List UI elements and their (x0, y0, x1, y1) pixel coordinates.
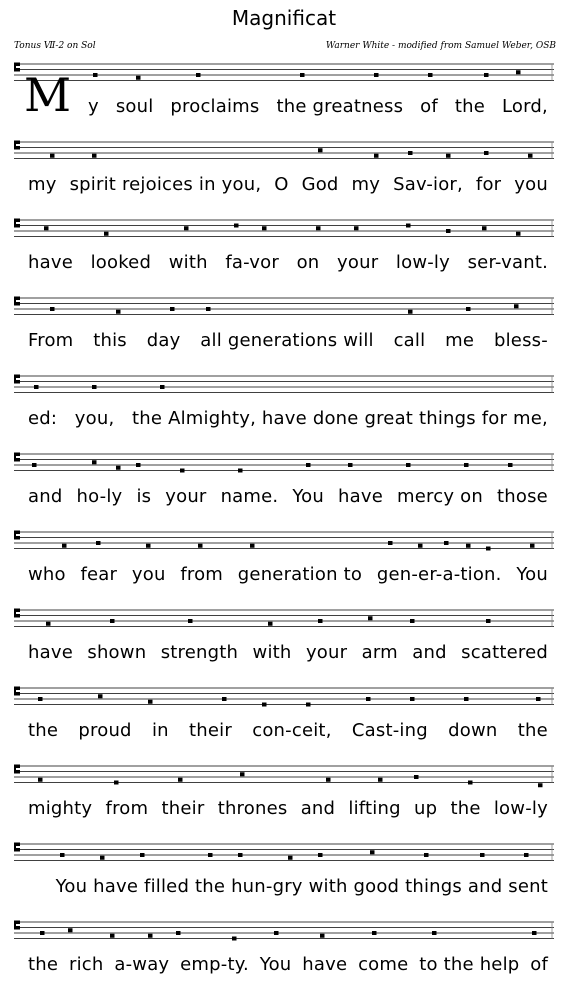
lyric-word: the greatness (276, 96, 404, 117)
chant-note (114, 781, 119, 785)
chant-note (524, 853, 529, 857)
chant-note (140, 853, 145, 857)
drop-cap-initial: M (24, 68, 72, 122)
lyric-word: you (514, 174, 548, 195)
chant-system (0, 526, 568, 586)
lyric-word: From (28, 330, 74, 351)
lyric-word: the (517, 720, 548, 741)
chant-note (444, 541, 449, 545)
do-clef-icon (14, 921, 20, 930)
chant-note (482, 226, 487, 230)
lyric-word: have (28, 252, 73, 273)
chant-note (268, 622, 273, 626)
lyric-word: emp-ty. (180, 954, 249, 975)
lyric-word: day (146, 330, 181, 351)
chant-note (318, 853, 323, 857)
lyric-word: generation to (237, 564, 363, 585)
chant-note (46, 622, 51, 626)
staff (14, 760, 554, 796)
chant-note (208, 853, 213, 857)
lyric-word: fa-vor (225, 252, 279, 273)
lyric-word: those (496, 486, 548, 507)
lyric-word: and (300, 798, 336, 819)
lyric-word: low-ly (493, 798, 548, 819)
chant-note (480, 853, 485, 857)
lyric-word: scattered (461, 642, 548, 663)
chant-note (198, 544, 203, 548)
lyric-word: spirit rejoices in you, (69, 174, 262, 195)
chant-note (316, 226, 321, 230)
lyric-word: Cast-ing (351, 720, 428, 741)
lyric-line (0, 876, 568, 900)
do-clef-icon (14, 687, 20, 696)
chant-note (50, 307, 55, 311)
chant-note (240, 772, 245, 776)
lyric-word: bless- (493, 330, 548, 351)
lyric-word: name. (220, 486, 279, 507)
chant-note (466, 307, 471, 311)
lyric-word: of (530, 954, 548, 975)
chant-note (96, 541, 101, 545)
chant-note (508, 463, 513, 467)
chant-note (38, 778, 43, 782)
chant-note (378, 778, 383, 782)
chant-note (50, 154, 55, 158)
do-clef-icon (14, 375, 20, 384)
lyric-word: strength (160, 642, 239, 663)
chant-note (514, 304, 519, 308)
chant-note (250, 544, 255, 548)
lyric-word: Lord, (501, 96, 548, 117)
chant-note (418, 544, 423, 548)
chant-note (536, 697, 541, 701)
lyric-word: You (292, 486, 325, 507)
lyric-word: you, (74, 408, 115, 429)
lyric-word: your (337, 252, 379, 273)
staff (14, 916, 554, 952)
lyric-word: your (305, 642, 348, 663)
lyric-word: all generations will (200, 330, 374, 351)
chant-note (410, 619, 415, 623)
chant-note (372, 931, 377, 935)
chant-note (148, 934, 153, 938)
chant-note (92, 154, 97, 158)
lyric-word: the (454, 96, 485, 117)
lyric-line (0, 330, 568, 354)
lyric-line (0, 564, 568, 588)
lyric-word: You (516, 564, 548, 585)
lyric-word: call (393, 330, 426, 351)
lyric-word: my (28, 174, 57, 195)
chant-note (388, 541, 393, 545)
lyric-line (0, 408, 568, 432)
chant-note (180, 469, 185, 473)
lyric-word: rich (68, 954, 104, 975)
lyric-line (0, 954, 568, 978)
lyric-word: gen-er-a-tion. (376, 564, 502, 585)
chant-note (40, 931, 45, 935)
lyric-word: y (88, 96, 99, 117)
lyric-word: the (450, 798, 481, 819)
lyric-word: mighty (28, 798, 93, 819)
chant-note (516, 232, 521, 236)
lyric-word: soul (115, 96, 154, 117)
lyric-word: fear (80, 564, 118, 585)
chant-note (370, 850, 375, 854)
chant-note (468, 781, 473, 785)
lyric-word: a-way (114, 954, 170, 975)
lyric-word: have (302, 954, 348, 975)
chant-system (0, 916, 568, 976)
staff (14, 214, 554, 250)
chant-note (408, 151, 413, 155)
chant-system (0, 292, 568, 352)
chant-note (196, 73, 201, 77)
chant-note (406, 224, 411, 228)
chant-note (146, 544, 151, 548)
chant-note (232, 937, 237, 941)
chant-note (428, 73, 433, 77)
chant-system (0, 448, 568, 508)
chant-note (44, 226, 49, 230)
chant-note (68, 928, 73, 932)
staff (14, 292, 554, 328)
lyric-line (0, 486, 568, 510)
lyric-word: come (358, 954, 409, 975)
chant-note (538, 783, 543, 787)
chant-note (446, 154, 451, 158)
chant-note (306, 463, 311, 467)
lyric-line (0, 174, 568, 198)
lyric-word: from (180, 564, 224, 585)
chant-note (484, 151, 489, 155)
lyric-word: the (28, 720, 59, 741)
lyric-word: mercy on (397, 486, 483, 507)
chant-note (34, 385, 39, 389)
staff (14, 58, 554, 94)
lyric-word: God (301, 174, 339, 195)
chant-note (110, 619, 115, 623)
chant-note (486, 619, 491, 623)
chant-note (176, 931, 181, 935)
do-clef-icon (14, 765, 20, 774)
chant-note (104, 232, 109, 236)
lyric-word: ed: (28, 408, 58, 429)
do-clef-icon (14, 609, 20, 618)
chant-note (374, 73, 379, 77)
lyric-word: have (28, 642, 73, 663)
chant-note (288, 856, 293, 860)
chant-system (0, 838, 568, 898)
chant-note (222, 697, 227, 701)
chant-note (414, 775, 419, 779)
chant-system (0, 760, 568, 820)
staff (14, 604, 554, 640)
lyric-word: low-ly (395, 252, 450, 273)
lyric-word: you (131, 564, 166, 585)
lyric-word: your (165, 486, 207, 507)
chant-note (300, 73, 305, 77)
chant-note (408, 310, 413, 314)
tone-label: Tonus Ⅶ-2 on Sol (14, 41, 96, 51)
lyric-word: me (445, 330, 475, 351)
chant-note (516, 70, 521, 74)
chant-note (238, 853, 243, 857)
do-clef-icon (14, 531, 20, 540)
chant-note (160, 385, 165, 389)
lyric-word: ser-vant. (467, 252, 548, 273)
lyric-word: looked (90, 252, 152, 273)
staff (14, 136, 554, 172)
lyric-word: proud (78, 720, 132, 741)
chant-note (306, 703, 311, 707)
do-clef-icon (14, 297, 20, 306)
lyric-word: the Almighty, have done great things for me, (132, 408, 548, 429)
lyric-word: who (28, 564, 66, 585)
lyric-word: of (420, 96, 438, 117)
staff (14, 370, 554, 406)
chant-note (38, 697, 43, 701)
chant-note (170, 307, 175, 311)
lyric-word: arm (361, 642, 398, 663)
do-clef-icon (14, 141, 20, 150)
lyric-word: their (189, 720, 232, 741)
lyric-word: with (168, 252, 208, 273)
chant-note (136, 76, 141, 80)
staff (14, 448, 554, 484)
chant-note (424, 853, 429, 857)
lyric-word: thrones (217, 798, 288, 819)
do-clef-icon (14, 453, 20, 462)
chant-system (0, 604, 568, 664)
chant-note (348, 463, 353, 467)
lyric-word: to the help (419, 954, 520, 975)
chant-note (178, 778, 183, 782)
staff (14, 838, 554, 874)
lyric-word: in (151, 720, 169, 741)
chant-note (406, 463, 411, 467)
chant-note (262, 703, 267, 707)
lyric-word: ho-ly (76, 486, 123, 507)
chant-note (92, 385, 97, 389)
chant-note (446, 229, 451, 233)
chant-note (274, 931, 279, 935)
chant-note (100, 856, 105, 860)
page-title: Magnificat (231, 6, 337, 30)
chant-system (0, 136, 568, 196)
staff (14, 682, 554, 718)
chant-note (238, 469, 243, 473)
chant-note (368, 616, 373, 620)
chant-note (206, 307, 211, 311)
lyric-line (0, 252, 568, 276)
chant-note (188, 619, 193, 623)
chant-note (528, 154, 533, 158)
chant-system (0, 214, 568, 274)
chant-note (318, 148, 323, 152)
chant-note (184, 226, 189, 230)
lyric-word: is (136, 486, 152, 507)
lyric-word: proclaims (170, 96, 260, 117)
chant-system (0, 58, 568, 122)
lyric-line (0, 642, 568, 666)
chant-note (432, 931, 437, 935)
lyric-word: on (296, 252, 320, 273)
chant-note (374, 154, 379, 158)
lyric-word: lifting (348, 798, 401, 819)
chant-note (410, 697, 415, 701)
chant-note (116, 310, 121, 314)
chant-note (136, 463, 141, 467)
chant-note (98, 694, 103, 698)
chant-note (262, 226, 267, 230)
attribution-label: Warner White - modified from Samuel Weber, OSB (325, 41, 556, 51)
lyric-word: and (28, 486, 63, 507)
chant-note (318, 619, 323, 623)
lyric-word: down (448, 720, 498, 741)
chant-note (484, 73, 489, 77)
chant-note (60, 853, 65, 857)
do-clef-icon (14, 63, 20, 72)
lyric-word: O (274, 174, 289, 195)
lyric-word: from (105, 798, 149, 819)
lyric-word: this (93, 330, 127, 351)
chant-note (530, 544, 535, 548)
lyric-word: have (338, 486, 384, 507)
lyric-line (0, 720, 568, 744)
lyric-line (0, 96, 568, 120)
chant-note (354, 226, 359, 230)
chant-note (326, 778, 331, 782)
chant-note (532, 931, 537, 935)
lyric-word: for (475, 174, 502, 195)
chant-note (62, 544, 67, 548)
lyric-word: my (351, 174, 381, 195)
chant-note (93, 73, 98, 77)
lyric-word: up (413, 798, 438, 819)
chant-note (148, 700, 153, 704)
lyric-word: con-ceit, (252, 720, 332, 741)
chant-note (234, 224, 239, 228)
chant-note (92, 460, 97, 464)
do-clef-icon (14, 843, 20, 852)
chant-system (0, 682, 568, 742)
lyric-word: and (412, 642, 447, 663)
chant-note (320, 934, 325, 938)
chant-note (464, 697, 469, 701)
lyric-word: the (28, 954, 59, 975)
lyric-word: shown (87, 642, 147, 663)
lyric-word: You (259, 954, 292, 975)
lyric-word: Sav-ior, (393, 174, 463, 195)
lyric-word: with (252, 642, 292, 663)
chant-note (32, 463, 37, 467)
chant-note (110, 934, 115, 938)
lyric-line (0, 798, 568, 822)
chant-system (0, 370, 568, 430)
lyric-word: You have filled the hun-gry with good things and sent (55, 876, 548, 897)
chant-note (366, 697, 371, 701)
staff (14, 526, 554, 562)
chant-note (486, 547, 491, 551)
do-clef-icon (14, 219, 20, 228)
chant-note (464, 463, 469, 467)
chant-note (116, 466, 121, 470)
lyric-word: their (161, 798, 205, 819)
chant-note (466, 544, 471, 548)
